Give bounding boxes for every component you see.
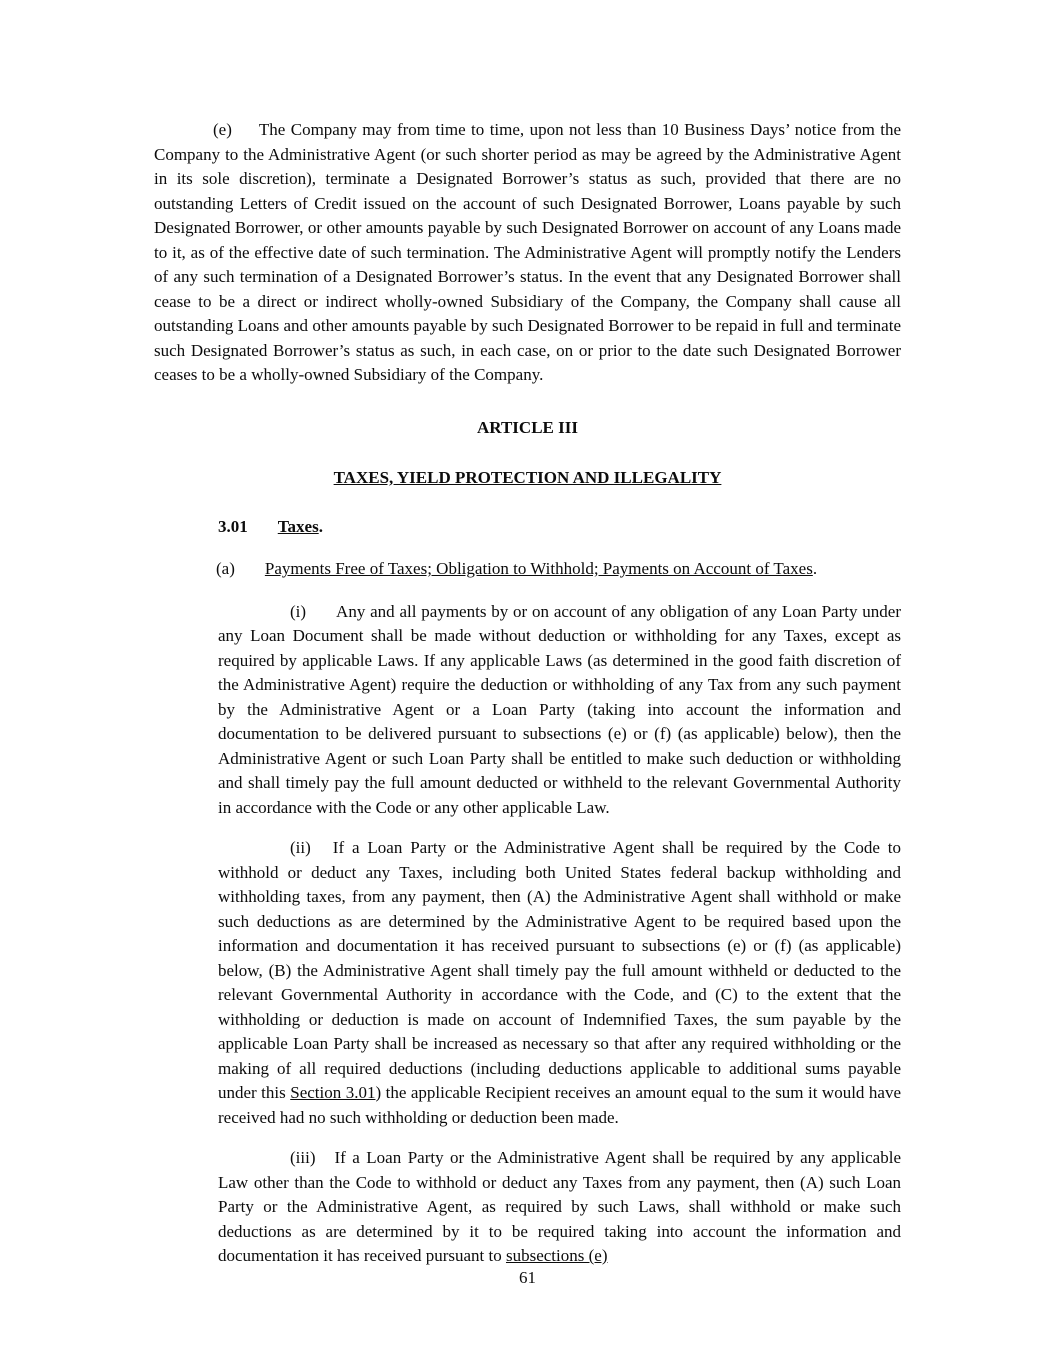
paragraph-ii-text-1: If a Loan Party or the Administrative Agent shall be required by the Code to withhold or deduct any Taxes, including both United States federal backup withholding and withholding taxes, from any payment, then (A) the Administrative Agent shall withhold or make such deductions as are determined by the Administrative Agent to be required based upon the information and documentation it has received pursuant to subsections (e) or (f) (as applicable) below, (B) the Administrative Agent shall timely pay the full amount withheld or deducted to the relevant Governmental Authority in accordance with the Code, and (C) to the extent that the withholding or deduction is made on account of Indemnified Taxes, the sum payable by the applicable Loan Party shall be increased as necessary so that after any required withholding or the making of all required deductions (including deductions applicable to additional sums payable under this: [218, 838, 901, 1102]
paragraph-i: [218, 600, 901, 821]
paragraph-ii: [218, 836, 901, 1130]
paragraph-e-label: (e): [213, 120, 232, 139]
paragraph-ii-text-2: ) the applicable Recipient receives an amount equal to the sum it would have received had no such withholding or deduction been made.: [218, 1083, 902, 1127]
subsections-e-reference: subsections (e): [505, 1246, 608, 1265]
section-title: Taxes: [277, 516, 319, 536]
page-number: 61: [519, 1268, 536, 1287]
paragraph-i-label: (i): [290, 601, 307, 621]
subsection-a-heading: [216, 557, 901, 582]
paragraph-iii: [218, 1146, 901, 1269]
paragraph-e-text: The Company may from time to time, upon not less than 10 Business Days’ notice from the Company to the Administrative Agent (or such shorter period as may be agreed by the Administrative Agent in its sole discretion), terminate a Designated Borrower’s status as such, provided that there are no outstanding Letters of Credit issued on the account of such Designated Borrower, Loans payable by such Designated Borrower, or other amounts payable by such Designated Borrower on account of any Loans made to it, as of the effective date of such termination. The Administrative Agent will promptly notify the Lenders of any such termination of a Designated Borrower’s status. In the event that any Designated Borrower shall cease to be a direct or indirect wholly-owned Subsidiary of the Company, the Company shall cause all outstanding Loans and other amounts payable by such Designated Borrower to be repaid in full and terminate such Designated Borrower’s status as such, in each case, on or prior to the date such Designated Borrower ceases to be a wholly-owned Subsidiary of the Company.: [154, 120, 901, 384]
section-heading: [218, 515, 901, 540]
paragraph-e: [154, 118, 901, 388]
article-heading: ARTICLE III: [477, 417, 578, 437]
subsection-a-period: .: [812, 559, 818, 578]
paragraph-iii-label: (iii): [290, 1148, 316, 1167]
paragraph-iii-text: If a Loan Party or the Administrative Agent shall be required by any applicable Law other than the Code to withhold or deduct any Taxes from any payment, then (A) such Loan Party or the Administrative Agent, as required by such Laws, shall withhold or make such deductions as are determined by it to be required taking into account the information and documentation it has received pursuant to: [218, 1148, 901, 1265]
subsection-a-title: Payments Free of Taxes; Obligation to Withhold; Payments on Account of Taxes: [264, 559, 813, 578]
section-number: 3.01: [218, 516, 248, 536]
section-title-period: .: [318, 516, 323, 536]
section-3-01-reference: Section 3.01: [290, 1083, 376, 1102]
paragraph-ii-label: (ii): [290, 838, 311, 857]
article-subtitle: TAXES, YIELD PROTECTION AND ILLEGALITY: [333, 468, 722, 487]
paragraph-i-text: Any and all payments by or on account of any obligation of any Loan Party under any Loan Document shall be made without deduction or withholding for any Taxes, except as required by applicable Laws. If any applicable Laws (as determined in the good faith discretion of the Administrative Agent) require the deduction or withholding of any Tax from any such payment by the Administrative Agent or a Loan Party (taking into account the information and documentation to be delivered pursuant to subsections (e) or (f) (as applicable) below), then the Administrative Agent or such Loan Party shall be entitled to make such deduction or withholding and shall timely pay the full amount deducted or withheld to the relevant Governmental Authority in accordance with the Code or any other applicable Law.: [218, 601, 901, 817]
subsection-a-label: (a): [216, 559, 235, 578]
